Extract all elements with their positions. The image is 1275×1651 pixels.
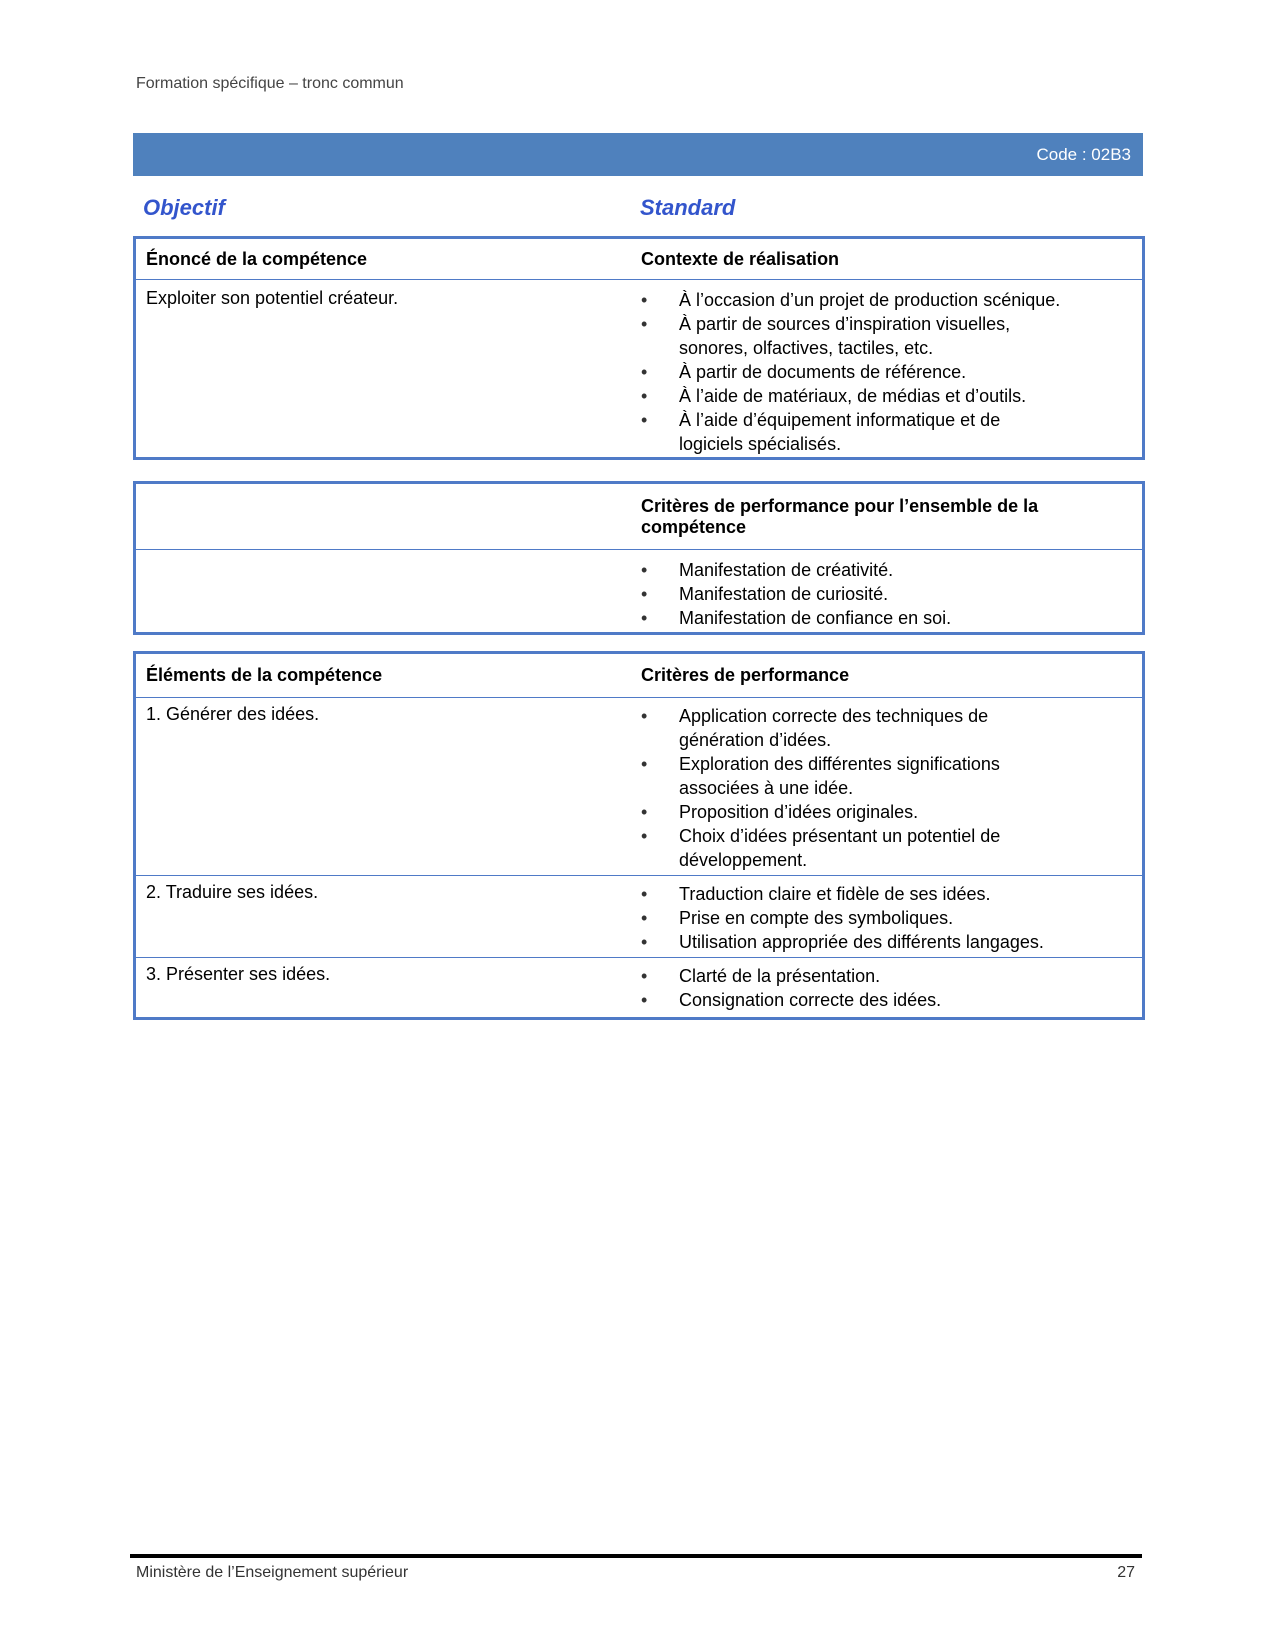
contexte-item: • À l’occasion d’un projet de production scénique. [641,288,1130,312]
element-label: 1. Générer des idées. [146,704,320,724]
criteres-ensemble-header: Critères de performance pour l’ensemble de la compétence [641,495,1039,537]
enonce-header: Énoncé de la compétence [146,248,368,269]
enonce-text: Exploiter son potentiel créateur. [146,288,399,308]
contexte-item: • À l’aide de matériaux, de médias et d’outils. [641,384,1130,408]
contexte-header: Contexte de réalisation [641,248,840,269]
element-criteres-cell [641,882,1142,957]
criteres-header: Critères de performance [641,665,850,685]
critere-ensemble-item: • Manifestation de créativité. [641,558,1130,582]
element-criteres-cell [641,964,1142,1012]
critere-item: • Exploration des différentes significations associées à une idée. [641,752,1049,800]
critere-item: • Clarté de la présentation. [641,964,1130,988]
element-row [136,876,1142,958]
element-label: 2. Traduire ses idées. [146,882,319,902]
elements-table [133,651,1145,1020]
criteres-ensemble-list [641,558,1130,630]
critere-item: • Utilisation appropriée des différents langages. [641,930,1130,954]
contexte-item: • À partir de sources d’inspiration visuelles, sonores, olfactives, tactiles, etc. [641,312,1059,360]
contexte-list [641,288,1130,456]
standard-heading: Standard [640,195,736,220]
running-header: Formation spécifique – tronc commun [136,75,404,92]
criteres-ensemble-header-row [136,484,1142,550]
critere-item: • Consignation correcte des idées. [641,988,1130,1012]
element-row [136,698,1142,876]
criteres-ensemble-list-cell [641,558,1142,630]
enonce-table [133,236,1145,460]
objectif-heading: Objectif [143,195,225,220]
critere-item: • Choix d’idées présentant un potentiel de développement. [641,824,1049,872]
contexte-item: • À partir de documents de référence. [641,360,1130,384]
footer-divider [130,1554,1142,1558]
critere-item: • Prise en compte des symboliques. [641,906,1130,930]
element-criteres-list [641,964,1130,1012]
critere-item: • Traduction claire et fidèle de ses idées. [641,882,1130,906]
element-criteres-list [641,704,1130,872]
elements-header-row [136,654,1142,698]
elements-header: Éléments de la compétence [146,665,383,685]
critere-item: • Proposition d’idées originales. [641,800,1130,824]
enonce-body-row [136,280,1142,456]
criteres-ensemble-empty-cell [136,558,641,630]
criteres-ensemble-body-row [136,550,1142,630]
enonce-header-row [136,239,1142,280]
competency-code: Code : 02B3 [1036,145,1131,164]
footer-ministry: Ministère de l’Enseignement supérieur [136,1564,409,1581]
critere-ensemble-item: • Manifestation de curiosité. [641,582,1130,606]
contexte-list-cell [641,288,1142,456]
element-criteres-list [641,882,1130,954]
critere-ensemble-item: • Manifestation de confiance en soi. [641,606,1130,630]
competency-banner [133,133,1143,176]
contexte-item: • À l’aide d’équipement informatique et de logiciels spécialisés. [641,408,1049,456]
critere-item: • Application correcte des techniques de génération d’idées. [641,704,1019,752]
element-row [136,958,1142,1012]
element-criteres-cell [641,704,1142,875]
element-label: 3. Présenter ses idées. [146,964,331,984]
criteres-ensemble-table [133,481,1145,635]
page-number: 27 [1117,1564,1135,1581]
